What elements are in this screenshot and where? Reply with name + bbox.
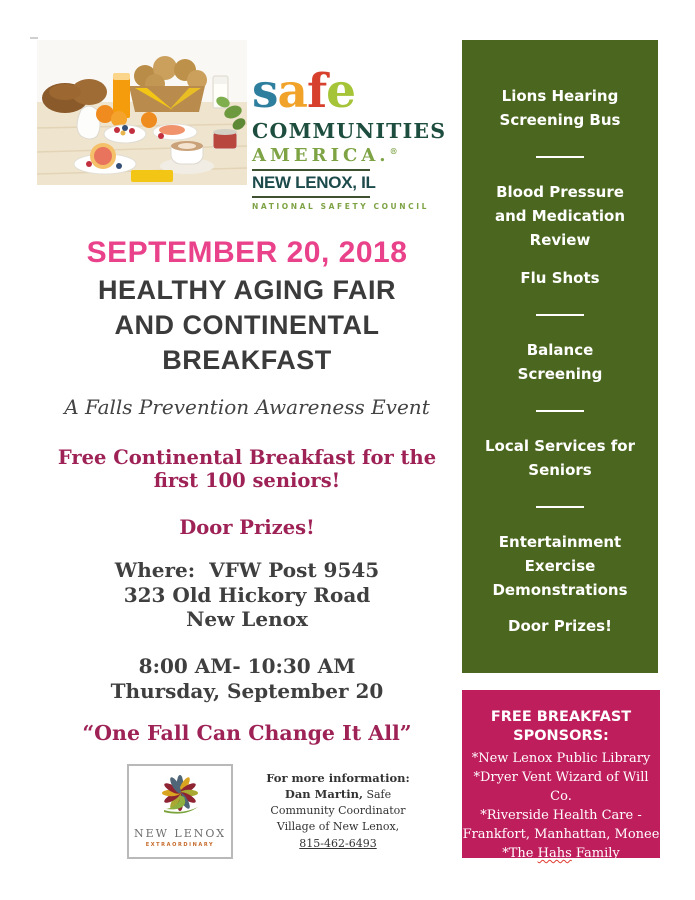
sponsor-line: Frankfort, Manhattan, Monee bbox=[462, 827, 660, 842]
breakfast-offer: Free Continental Breakfast for the first 100 seniors! bbox=[57, 446, 437, 492]
new-lenox-flower-icon bbox=[145, 771, 215, 821]
contact-heading: For more information: bbox=[266, 771, 410, 785]
safe-letter-f: f bbox=[306, 64, 327, 119]
logo-location: NEW LENOX, IL bbox=[252, 172, 376, 192]
event-title: HEALTHY AGING FAIR AND CONTINENTAL BREAKFAST bbox=[97, 275, 396, 375]
registered-mark: ® bbox=[389, 145, 398, 156]
divider bbox=[536, 506, 584, 508]
sponsors-list bbox=[462, 749, 660, 863]
service-item: Lions Hearing Screening Bus bbox=[499, 87, 621, 129]
service-item: Local Services for Seniors bbox=[485, 437, 635, 479]
national-safety-council-label: NATIONAL SAFETY COUNCIL bbox=[252, 201, 429, 211]
spellcheck-underline: Hahs bbox=[537, 846, 572, 861]
service-item: Flu Shots bbox=[520, 269, 600, 287]
services-panel bbox=[462, 40, 658, 673]
new-lenox-tagline: EXTRAORDINARY bbox=[145, 842, 215, 848]
sponsors-title: FREE BREAKFAST SPONSORS: bbox=[490, 709, 632, 744]
america-wordmark: AMERICA.® bbox=[252, 144, 398, 166]
service-item: Blood Pressure and Medication Review bbox=[494, 183, 626, 249]
slogan-quote: “One Fall Can Change It All” bbox=[82, 721, 412, 745]
event-subtitle: A Falls Prevention Awareness Event bbox=[64, 395, 430, 419]
main-content bbox=[32, 0, 462, 900]
safe-letter-e: e bbox=[326, 64, 356, 119]
new-lenox-logo bbox=[127, 764, 233, 859]
service-item: Entertainment Exercise Demonstrations bbox=[492, 533, 628, 599]
sponsors-panel bbox=[462, 690, 660, 861]
event-time: 8:00 AM- 10:30 AM Thursday, September 20 bbox=[110, 654, 384, 703]
contact-role: Community Coordinator bbox=[270, 804, 406, 817]
safe-letter-s: s bbox=[252, 64, 278, 119]
sponsor-line: *Dryer Vent Wizard of Will Co. bbox=[473, 770, 649, 804]
event-date-headline: SEPTEMBER 20, 2018 bbox=[86, 236, 408, 269]
sponsor-line: *New Lenox Public Library bbox=[471, 751, 651, 766]
sponsor-line: *The Hahs Family bbox=[502, 846, 620, 861]
event-location: Where: VFW Post 9545 323 Old Hickory Road New Lenox bbox=[114, 558, 380, 631]
new-lenox-name: NEW LENOX bbox=[133, 827, 227, 840]
safe-letter-a: a bbox=[277, 64, 307, 119]
divider bbox=[536, 410, 584, 412]
service-item: Balance Screening bbox=[517, 341, 603, 383]
divider bbox=[536, 156, 584, 158]
divider bbox=[536, 314, 584, 316]
service-item: Door Prizes! bbox=[508, 617, 612, 635]
contact-person: Dan Martin, Safe bbox=[284, 787, 392, 801]
communities-wordmark: COMMUNITIES bbox=[252, 118, 447, 143]
door-prizes-line: Door Prizes! bbox=[179, 516, 315, 539]
contact-org: Village of New Lenox, bbox=[276, 820, 400, 833]
contact-phone-link[interactable]: 815-462-6493 bbox=[299, 837, 377, 850]
sponsor-line: *Riverside Health Care - bbox=[480, 808, 642, 823]
contact-info bbox=[262, 770, 414, 852]
